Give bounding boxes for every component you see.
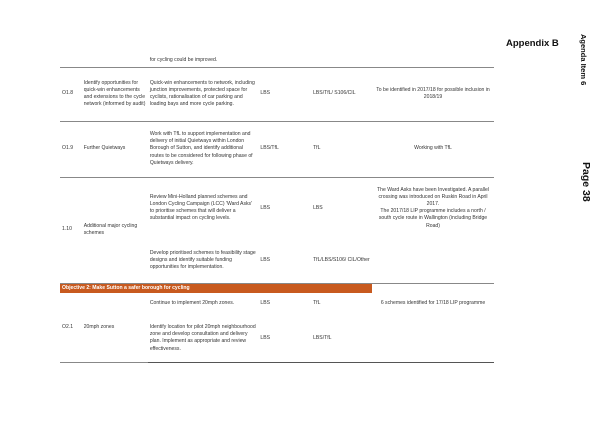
lead-cell: LBS <box>258 315 311 363</box>
objective-cell: Identify opportunities for quick-win enhancements and extensions to the cycle network (informed by audit) <box>82 67 148 121</box>
status-cell <box>372 177 494 239</box>
lead-cell: LBS <box>258 239 311 283</box>
appendix-label: Appendix B <box>506 38 559 49</box>
status-cell: To be identified in 2017/18 for possible inclusion in 2018/19 <box>372 67 494 121</box>
funding-cell: LBS <box>313 204 323 211</box>
objective-cell: Further Quietways <box>82 121 148 177</box>
status-cell: 6 schemes identified for 17/18 LIP programme <box>380 300 486 307</box>
lead-cell: LBS <box>260 204 271 211</box>
lead-cell: LBS <box>258 67 311 121</box>
table-row <box>60 67 494 121</box>
id-cell: 1.10 <box>60 177 82 283</box>
page-number: Page 38 <box>580 162 592 202</box>
action-cell: for cycling could be improved. <box>148 55 259 67</box>
table-row <box>60 177 494 239</box>
agenda-item-label: Agenda Item 6 <box>579 34 588 86</box>
id-cell: O1.9 <box>60 121 82 177</box>
objective-heading-row <box>60 283 494 293</box>
table-row <box>60 55 494 67</box>
id-cell: O1.8 <box>60 67 82 121</box>
action-cell: Review Mini-Holland planned schemes and London Cycling Campaign (LCC) 'Ward Asks' to prioritise schemes that will deliver a substantial impact on cycling levels. <box>149 193 253 222</box>
id-cell: O2.1 <box>60 293 82 363</box>
objective-cell: Additional major cycling schemes <box>82 177 148 283</box>
status-cell <box>372 239 494 283</box>
status-cell: Working with TfL <box>372 121 494 177</box>
funding-cell: TfL <box>313 300 321 307</box>
action-cell: Identify location for pilot 20mph neighbourhood zone and develop consultation and delivery plan. Implement as appropriate and review effectiveness. <box>148 315 259 363</box>
table-row <box>60 121 494 177</box>
action-cell: Develop prioritised schemes to feasibility stage designs and identify suitable funding opportunities for implementation. <box>148 239 259 283</box>
funding-cell: TfL/LBS/S106/ CIL/Other <box>311 239 372 283</box>
funding-cell: TfL <box>311 121 372 177</box>
lead-cell: LBS/TfL <box>258 121 311 177</box>
lead-cell: LBS <box>260 300 271 307</box>
action-cell: Continue to implement 20mph zones. <box>149 300 235 307</box>
objective-cell: 20mph zones <box>82 293 148 363</box>
status-text: The 2017/18 LIP programme includes a north / south cycle route in Wallington (including Bridge Road) <box>378 208 488 229</box>
table-row <box>60 293 494 315</box>
funding-cell: LBS/TfL <box>311 315 372 363</box>
funding-cell: LBS/TfL/ S106/CIL <box>311 67 372 121</box>
status-text: The Ward Asks have been Investigated. A parallel crossing was introduced on Ruskin Road in April 2017. <box>377 186 489 208</box>
objective-heading: Objective 2: Make Sutton a safer borough for cycling <box>60 283 372 293</box>
status-cell <box>372 315 494 363</box>
cycling-action-table <box>60 55 494 363</box>
action-cell: Work with TfL to support implementation and delivery of initial Quietways within London Borough of Sutton, and identify additional routes to be considered for following phase of Quietways delivery. <box>148 121 259 177</box>
action-cell: Quick-win enhancements to network, including junction improvements, protected space for cyclists, rationalisation of car parking and loading bays and more cycle parking. <box>148 67 259 121</box>
